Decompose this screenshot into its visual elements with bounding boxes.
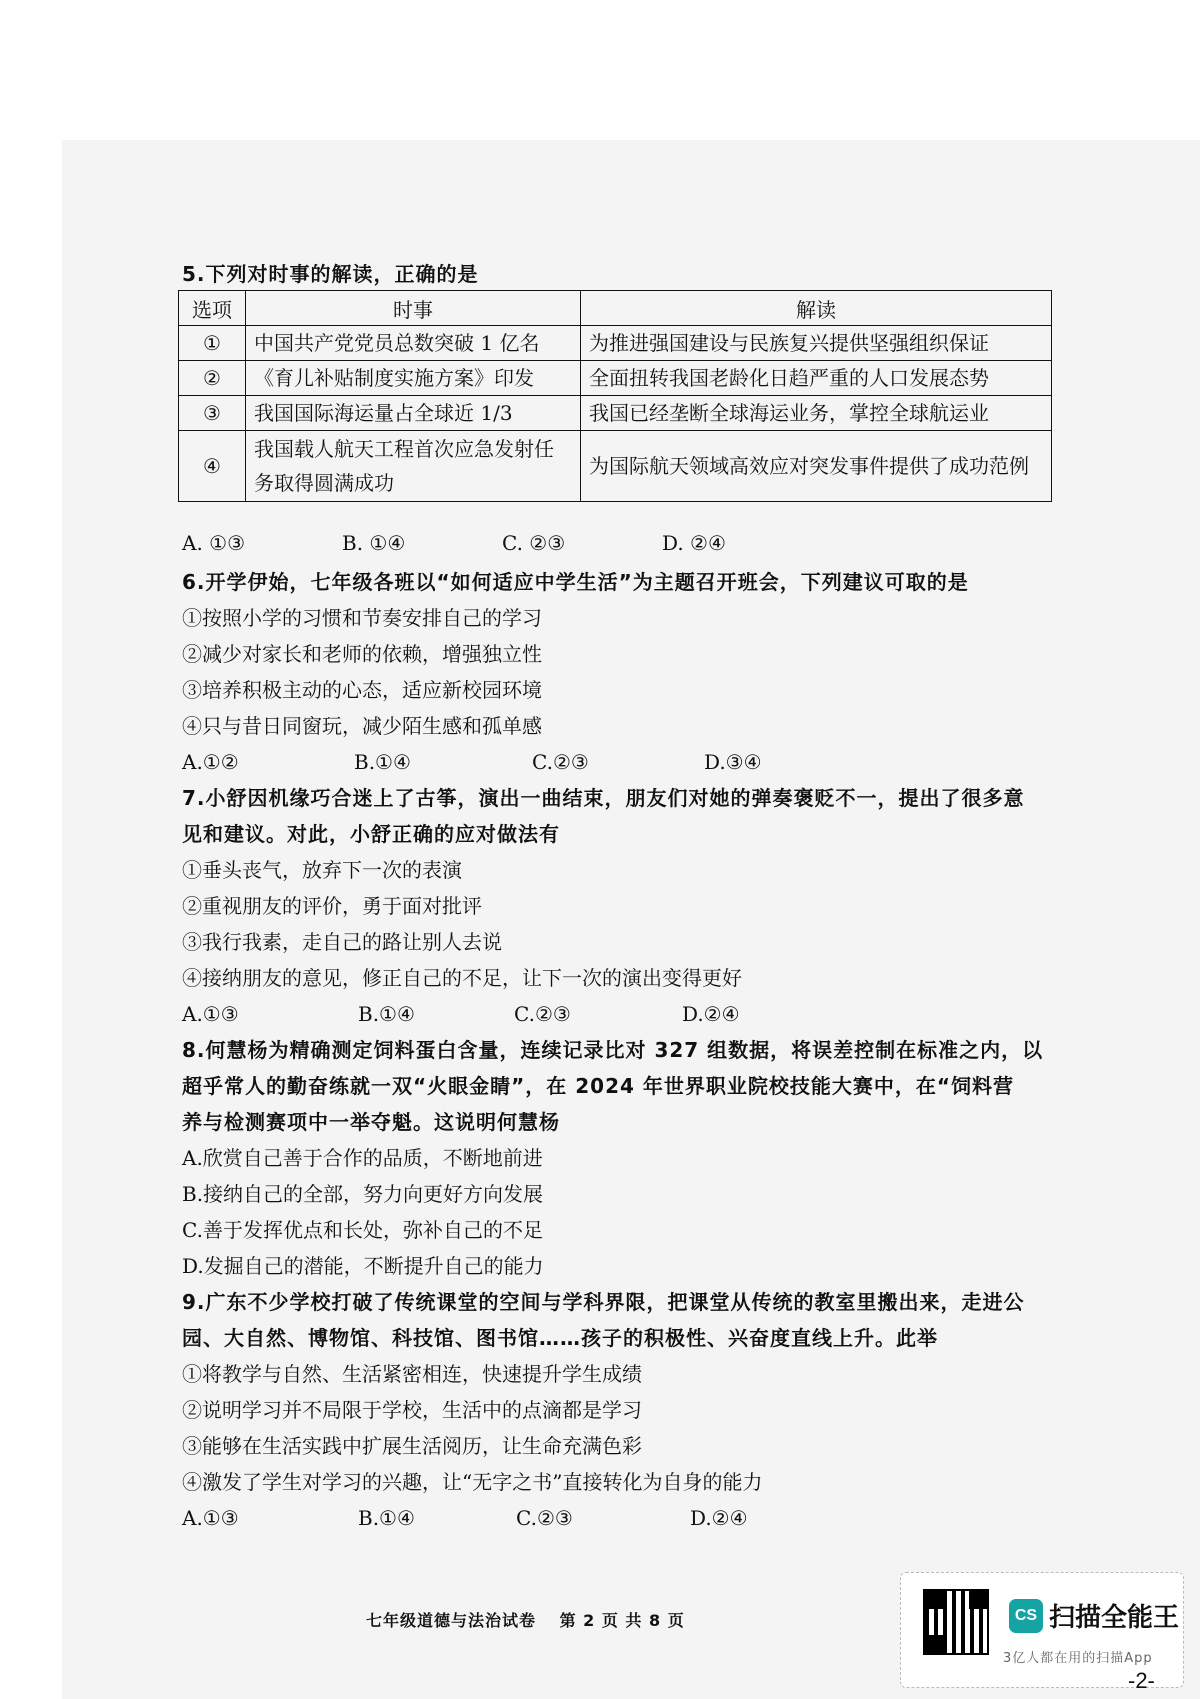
q7-item-4: ④接纳朋友的意见，修正自己的不足，让下一次的演出变得更好 (182, 966, 742, 990)
q9-title-line-2: 园、大自然、博物馆、科技馆、图书馆……孩子的积极性、兴奋度直线上升。此举 (182, 1326, 938, 1350)
q9-title-line-1: 9.广东不少学校打破了传统课堂的空间与学科界限，把课堂从传统的教室里搬出来，走进公 (182, 1290, 1025, 1314)
q6-item-2: ②减少对家长和老师的依赖，增强独立性 (182, 642, 542, 666)
q5-header-option: 选项 (179, 291, 246, 326)
q8-option-d: D.发掘自己的潜能，不断提升自己的能力 (182, 1254, 544, 1278)
q8-option-a: A.欣赏自己善于合作的品质，不断地前进 (182, 1146, 543, 1170)
q5-option-d: D. ②④ (662, 531, 726, 555)
q6-item-4: ④只与昔日同窗玩，减少陌生感和孤单感 (182, 714, 542, 738)
q5-header-event: 时事 (246, 291, 581, 326)
q5-row-reading: 我国已经垄断全球海运业务，掌控全球航运业 (581, 396, 1052, 431)
q5-row-no: ③ (179, 396, 246, 431)
q7-item-2: ②重视朋友的评价，勇于面对批评 (182, 894, 482, 918)
q7-item-3: ③我行我素，走自己的路让别人去说 (182, 930, 502, 954)
q7-option-d: D.②④ (682, 1002, 740, 1026)
q5-title: 5.下列对时事的解读，正确的是 (182, 262, 479, 286)
page-footer: 七年级道德与法治试卷 第 2 页 共 8 页 (366, 1611, 685, 1630)
table-row (179, 361, 1052, 396)
q8-option-b: B.接纳自己的全部，努力向更好方向发展 (182, 1182, 544, 1206)
q5-option-a: A. ①③ (182, 531, 246, 555)
q9-option-b: B.①④ (358, 1506, 415, 1530)
q9-item-2: ②说明学习并不局限于学校，生活中的点滴都是学习 (182, 1398, 642, 1422)
q9-option-a: A.①③ (182, 1506, 239, 1530)
q8-title-line-1: 8.何慧杨为精确测定饲料蛋白含量，连续记录比对 327 组数据，将误差控制在标准之内，以 (182, 1038, 1044, 1062)
q6-option-a: A.①② (182, 750, 239, 774)
q5-table (178, 290, 1052, 502)
q5-table-header (179, 291, 1052, 326)
q5-row-event: 《育儿补贴制度实施方案》印发 (246, 361, 581, 396)
q6-item-1: ①按照小学的习惯和节奏安排自己的学习 (182, 606, 542, 630)
q7-option-a: A.①③ (182, 1002, 239, 1026)
q6-option-b: B.①④ (354, 750, 411, 774)
q5-row-reading: 为推进强国建设与民族复兴提供坚强组织保证 (581, 326, 1052, 361)
q6-option-c: C.②③ (532, 750, 589, 774)
q8-option-c: C.善于发挥优点和长处，弥补自己的不足 (182, 1218, 543, 1242)
q5-row-no: ① (179, 326, 246, 361)
q6-option-d: D.③④ (704, 750, 762, 774)
q5-row-event: 我国载人航天工程首次应急发射任务取得圆满成功 (246, 431, 581, 502)
q6-item-3: ③培养积极主动的心态，适应新校园环境 (182, 678, 542, 702)
q5-row-event: 中国共产党党员总数突破 1 亿名 (246, 326, 581, 361)
q9-item-3: ③能够在生活实践中扩展生活阅历，让生命充满色彩 (182, 1434, 642, 1458)
watermark-tagline: 3亿人都在用的扫描App (1003, 1651, 1153, 1666)
q7-title-line-1: 7.小舒因机缘巧合迷上了古筝，演出一曲结束，朋友们对她的弹奏褒贬不一，提出了很多意 (182, 786, 1025, 810)
q9-item-4: ④激发了学生对学习的兴趣，让“无字之书”直接转化为自身的能力 (182, 1470, 763, 1494)
q7-option-c: C.②③ (514, 1002, 571, 1026)
q5-row-event: 我国国际海运量占全球近 1/3 (246, 396, 581, 431)
qr-code-icon (923, 1589, 989, 1655)
q7-option-b: B.①④ (358, 1002, 415, 1026)
q8-title-line-2: 超乎常人的勤奋练就一双“火眼金睛”，在 2024 年世界职业院校技能大赛中，在“饲料营 (182, 1074, 1015, 1098)
q5-row-reading: 为国际航天领域高效应对突发事件提供了成功范例 (581, 431, 1052, 502)
table-row (179, 396, 1052, 431)
watermark-app-name: 扫描全能王 (1049, 1603, 1180, 1633)
q7-title-line-2: 见和建议。对此，小舒正确的应对做法有 (182, 822, 560, 846)
q5-row-reading: 全面扭转我国老龄化日趋严重的人口发展态势 (581, 361, 1052, 396)
table-row (179, 431, 1052, 502)
camscanner-logo-icon: CS (1009, 1599, 1043, 1633)
q9-option-d: D.②④ (690, 1506, 748, 1530)
q5-option-c: C. ②③ (502, 531, 566, 555)
q7-item-1: ①垂头丧气，放弃下一次的表演 (182, 858, 462, 882)
page-number-mark: -2- (1128, 1668, 1155, 1693)
q9-item-1: ①将教学与自然、生活紧密相连，快速提升学生成绩 (182, 1362, 642, 1386)
table-row (179, 326, 1052, 361)
q6-title: 6.开学伊始，七年级各班以“如何适应中学生活”为主题召开班会，下列建议可取的是 (182, 570, 969, 594)
q9-option-c: C.②③ (516, 1506, 573, 1530)
q5-row-no: ④ (179, 431, 246, 502)
q5-header-reading: 解读 (581, 291, 1052, 326)
q8-title-line-3: 养与检测赛项中一举夺魁。这说明何慧杨 (182, 1110, 560, 1134)
q5-option-b: B. ①④ (342, 531, 406, 555)
q5-row-no: ② (179, 361, 246, 396)
